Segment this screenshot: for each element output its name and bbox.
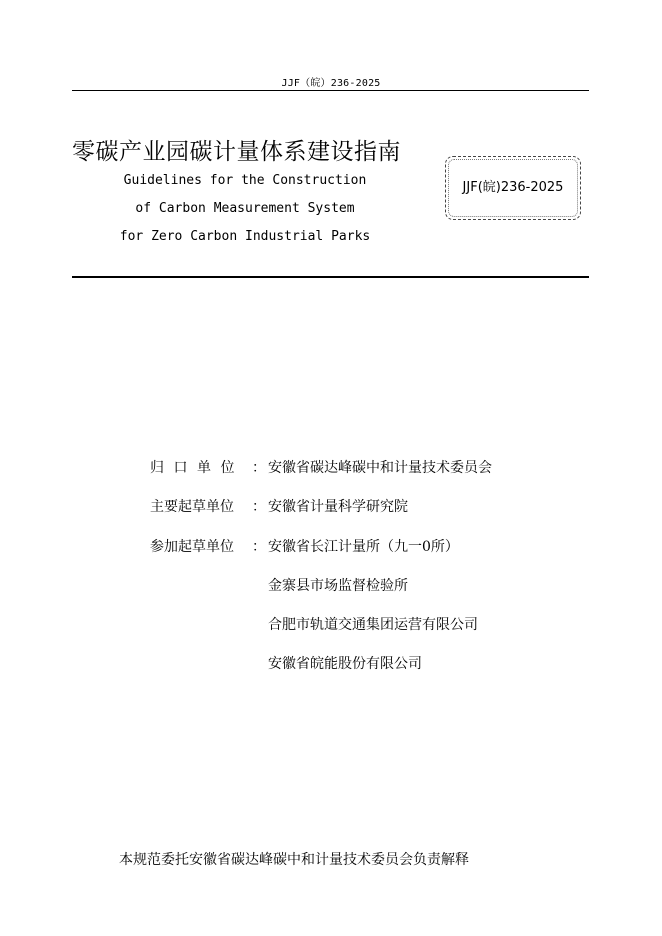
- title-english-line-3: for Zero Carbon Industrial Parks: [119, 229, 371, 244]
- org-colon: ：: [252, 539, 266, 555]
- title-chinese: 零碳产业园碳计量体系建设指南: [72, 139, 401, 165]
- org-value-participating-3: 合肥市轨道交通集团运营有限公司: [268, 617, 478, 633]
- org-row-main-drafter: [150, 496, 408, 516]
- org-value-participating-1: 安徽省长江计量所（九一0所）: [268, 539, 459, 555]
- standard-code-box: [445, 156, 581, 220]
- standard-code-text: JJF(皖)236-2025: [462, 180, 564, 195]
- title-english-line-1: Guidelines for the Construction: [123, 173, 367, 188]
- org-value-centralized: 安徽省碳达峰碳中和计量技术委员会: [268, 460, 492, 476]
- org-label-participating: 参加起草单位: [150, 539, 234, 555]
- title-english-line-2: of Carbon Measurement System: [135, 201, 355, 216]
- org-value-participating-4: 安徽省皖能股份有限公司: [268, 656, 422, 672]
- org-label-centralized: 归口单位: [150, 460, 244, 476]
- org-value-participating-2: 金寨县市场监督检验所: [268, 578, 408, 594]
- title-rule: [72, 276, 589, 278]
- header-rule: [72, 90, 589, 91]
- org-row-centralized: [150, 457, 492, 477]
- org-colon: ：: [252, 460, 266, 476]
- org-label-main-drafter: 主要起草单位: [150, 499, 234, 515]
- org-colon: ：: [252, 499, 266, 515]
- org-row-participating: [150, 536, 459, 556]
- org-value-main-drafter: 安徽省计量科学研究院: [268, 499, 408, 515]
- document-code-header: JJF（皖）236-2025: [281, 78, 381, 89]
- interpretation-note: 本规范委托安徽省碳达峰碳中和计量技术委员会负责解释: [119, 852, 469, 868]
